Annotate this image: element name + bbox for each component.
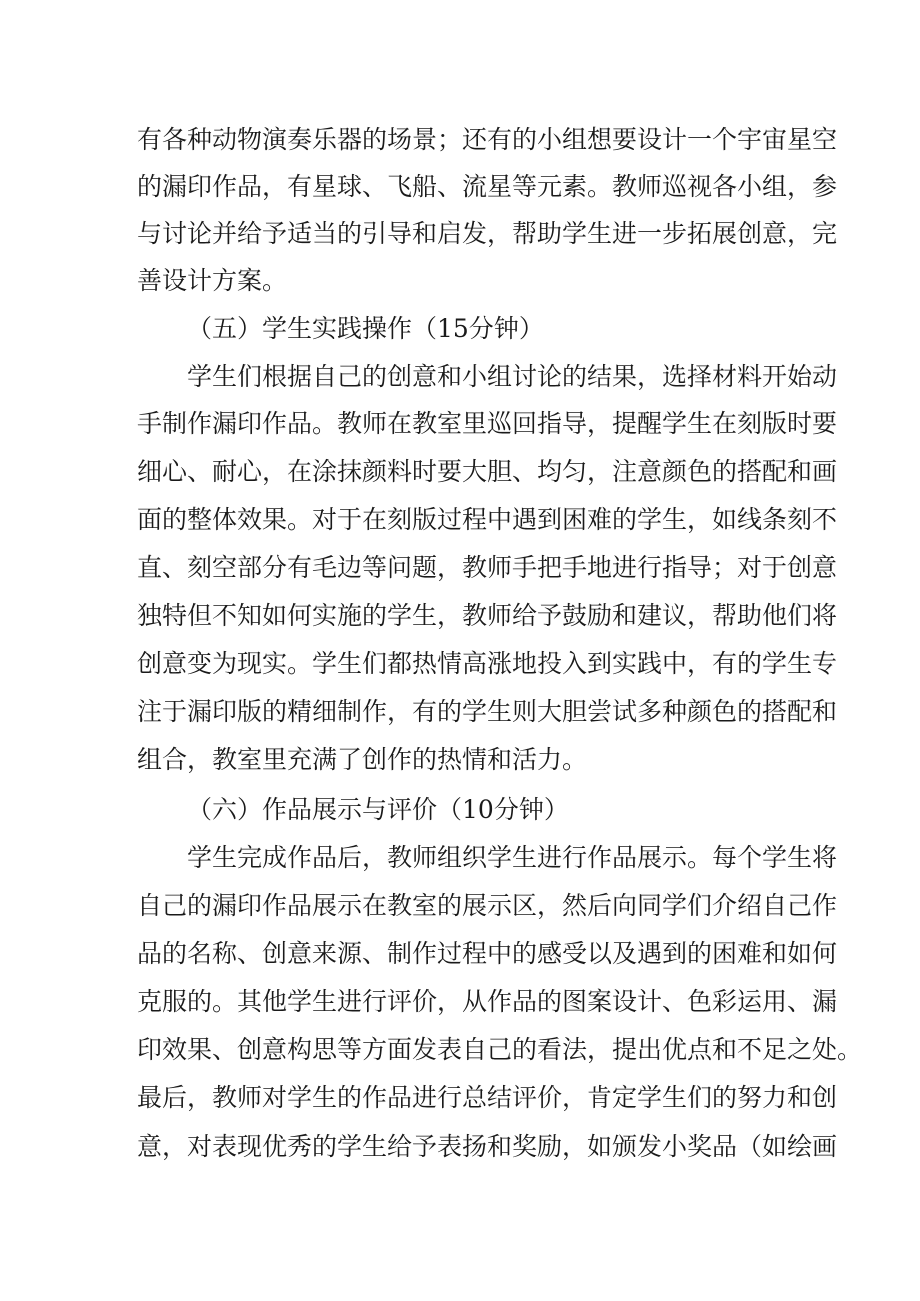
paragraph-line: 与讨论并给予适当的引导和启发，帮助学生进一步拓展创意，完 [137,219,838,248]
section-heading-6: （六）作品展示与评价（10分钟） [187,795,569,824]
section-heading-5: （五）学生实践操作（15分钟） [187,314,544,343]
paragraph-line: 最后，教师对学生的作品进行总结评价，肯定学生们的努力和创 [137,1083,838,1112]
paragraph-line: 细心、耐心，在涂抹颜料时要大胆、均匀，注意颜色的搭配和画 [137,457,838,486]
paragraph-line: 自己的漏印作品展示在教室的展示区，然后向同学们介绍自己作 [137,891,838,920]
paragraph-line: 品的名称、创意来源、制作过程中的感受以及遇到的困难和如何 [137,939,838,968]
paragraph-line: 直、刻空部分有毛边等问题，教师手把手地进行指导；对于创意 [137,553,838,582]
paragraph-line: 创意变为现实。学生们都热情高涨地投入到实践中，有的学生专 [137,649,838,678]
paragraph-line: 印效果、创意构思等方面发表自己的看法，提出优点和不足之处。 [137,1035,863,1064]
paragraph-line: 学生完成作品后，教师组织学生进行作品展示。每个学生将 [187,843,838,872]
paragraph-line: 面的整体效果。对于在刻版过程中遇到困难的学生，如线条刻不 [137,505,838,534]
paragraph-line: 有各种动物演奏乐器的场景；还有的小组想要设计一个宇宙星空 [137,125,838,154]
paragraph-line: 善设计方案。 [137,266,288,295]
paragraph-line: 克服的。其他学生进行评价，从作品的图案设计、色彩运用、漏 [137,987,838,1016]
paragraph-line: 手制作漏印作品。教师在教室里巡回指导，提醒学生在刻版时要 [137,409,838,438]
paragraph-line: 组合，教室里充满了创作的热情和活力。 [137,745,588,774]
paragraph-line: 学生们根据自己的创意和小组讨论的结果，选择材料开始动 [187,362,838,391]
paragraph-line: 意，对表现优秀的学生给予表扬和奖励，如颁发小奖品（如绘画 [137,1132,838,1161]
paragraph-line: 独特但不知如何实施的学生，教师给予鼓励和建议，帮助他们将 [137,601,838,630]
paragraph-line: 注于漏印版的精细制作，有的学生则大胆尝试多种颜色的搭配和 [137,697,838,726]
paragraph-line: 的漏印作品，有星球、飞船、流星等元素。教师巡视各小组，参 [137,172,838,201]
